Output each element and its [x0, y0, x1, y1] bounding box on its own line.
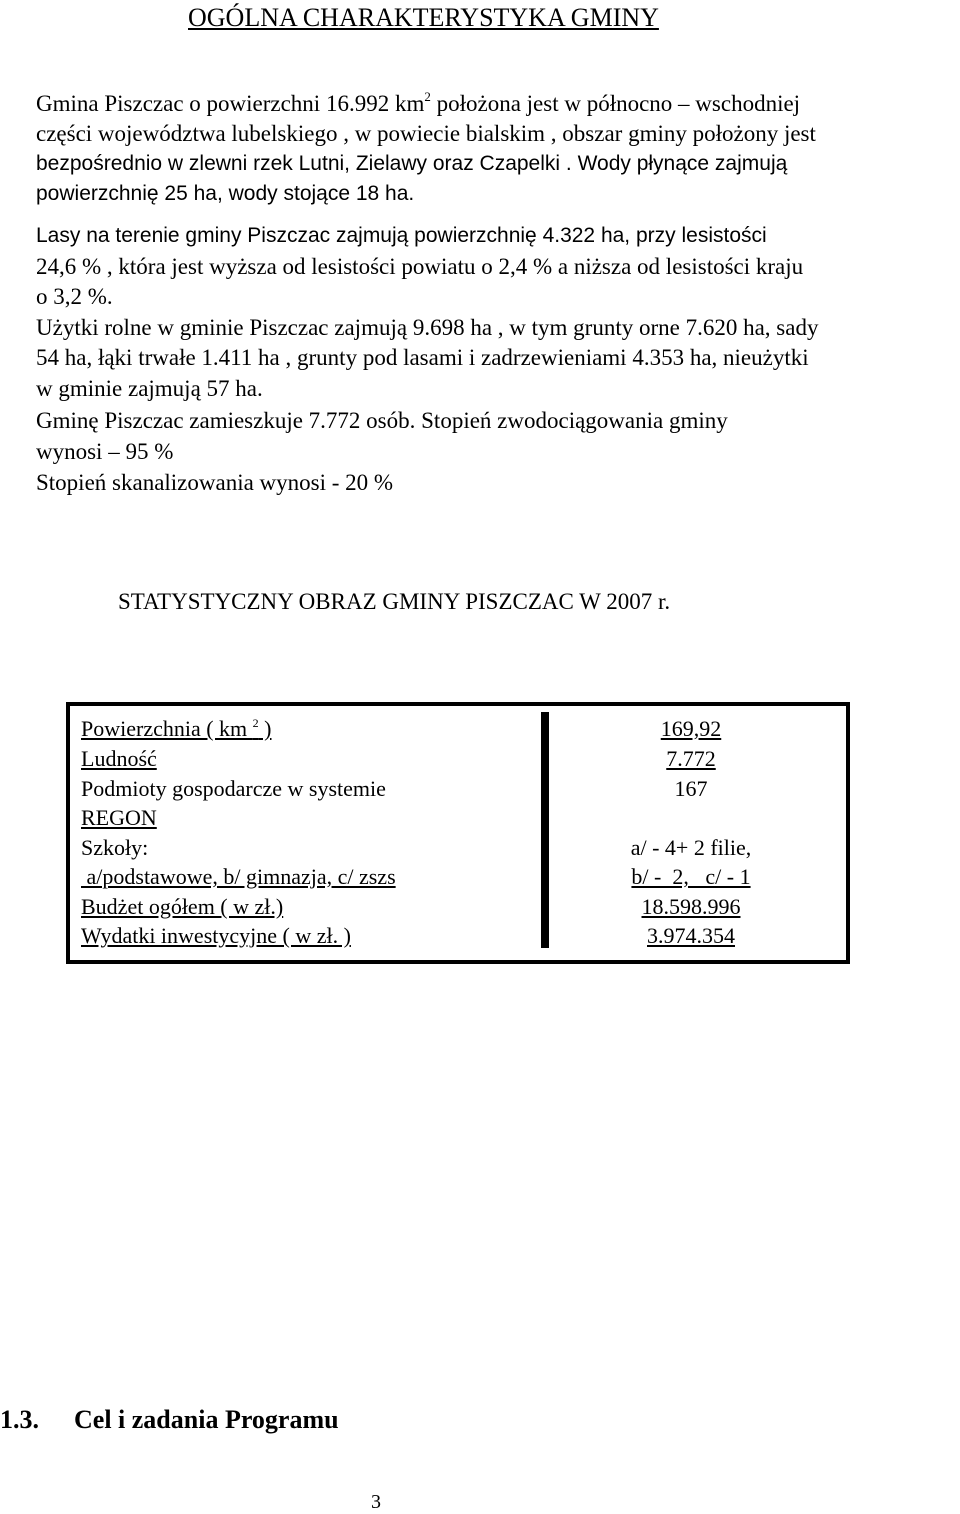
paragraph-line-1	[36, 89, 956, 119]
table-label-budget: Budżet ogółem ( w zł.)	[81, 894, 284, 919]
table-value-area: 169,92	[660, 716, 722, 741]
paragraph-line-13: Stopień skanalizowania wynosi - 20 %	[36, 470, 394, 495]
paragraph-line-8: Użytki rolne w gminie Piszczac zajmują 9.698 ha , w tym grunty orne 7.620 ha, sady	[36, 315, 819, 340]
paragraph-line-5: Lasy na terenie gminy Piszczac zajmują powierzchnię 4.322 ha, przy lesistości	[36, 224, 767, 247]
table-value-entities: 167	[674, 776, 708, 801]
area-label-end: )	[258, 716, 272, 741]
paragraph-line-9: 54 ha, łąki trwałe 1.411 ha , grunty pod lasami i zadrzewieniami 4.353 ha, nieużytki	[36, 345, 809, 370]
table-label-schools-1: Szkoły:	[81, 835, 149, 860]
table-label-area	[81, 714, 272, 743]
paragraph-line-4: powierzchnię 25 ha, wody stojące 18 ha.	[36, 182, 415, 205]
paragraph-line-6: 24,6 % , która jest wyższa od lesistości powiatu o 2,4 % a niższa od lesistości kraju	[36, 254, 804, 279]
statistics-heading: STATYSTYCZNY OBRAZ GMINY PISZCZAC W 2007 r.	[118, 589, 671, 614]
table-value-investment: 3.974.354	[647, 923, 735, 948]
page-number: 3	[371, 1491, 381, 1513]
section-title: Cel i zadania Programu	[74, 1405, 339, 1434]
table-label-schools-2: a/podstawowe, b/ gimnazja, c/ zszs	[81, 864, 396, 889]
paragraph-line-10: w gminie zajmują 57 ha.	[36, 376, 263, 401]
table-label-entities-1: Podmioty gospodarcze w systemie	[81, 776, 386, 801]
table-label-investment: Wydatki inwestycyjne ( w zł. )	[81, 923, 351, 948]
table-label-entities-2: REGON	[81, 805, 157, 830]
paragraph-line-3: bezpośrednio w zlewni rzek Lutni, Zielawy oraz Czapelki . Wody płynące zajmują	[36, 152, 788, 175]
section-heading	[0, 1402, 339, 1438]
paragraph-line-11: Gminę Piszczac zamieszkuje 7.772 osób. Stopień zwodociągowania gminy	[36, 408, 728, 433]
table-value-schools-1: a/ - 4+ 2 filie,	[630, 835, 752, 860]
table-column-divider	[541, 712, 549, 948]
table-value-schools-2: b/ - 2, c/ - 1	[631, 864, 751, 889]
paragraph-line-12: wynosi – 95 %	[36, 439, 174, 464]
table-label-population: Ludność	[81, 746, 157, 771]
table-value-population: 7.772	[666, 746, 716, 771]
paragraph-line-1-text-end: położona jest w północno – wschodniej	[430, 91, 801, 116]
superscript-2: 2	[424, 89, 431, 104]
section-number: 1.3.	[0, 1405, 39, 1434]
paragraph-line-1-text: Gmina Piszczac o powierzchni 16.992 km	[36, 91, 425, 116]
paragraph-line-2: części województwa lubelskiego , w powiecie bialskim , obszar gminy położony jest	[36, 121, 816, 146]
area-superscript: 2	[252, 716, 259, 730]
area-label-text: Powierzchnia ( km	[81, 716, 253, 741]
page-title: OGÓLNA CHARAKTERYSTYKA GMINY	[188, 3, 659, 32]
table-value-budget: 18.598.996	[641, 894, 741, 919]
paragraph-line-7: o 3,2 %.	[36, 284, 113, 309]
